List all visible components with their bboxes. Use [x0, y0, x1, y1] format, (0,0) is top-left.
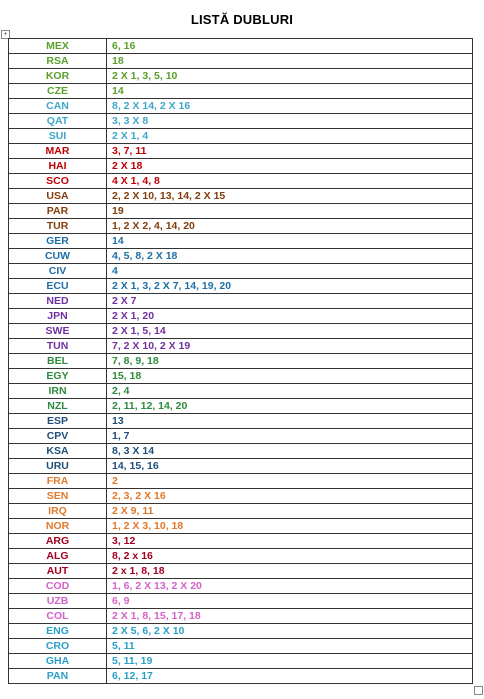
table-row — [9, 144, 473, 159]
table-move-handle-icon[interactable]: + — [1, 30, 10, 39]
table-row — [9, 234, 473, 249]
table-row — [9, 519, 473, 534]
table-row — [9, 579, 473, 594]
duplicates-cell[interactable]: 2, 11, 12, 14, 20 — [107, 399, 473, 414]
duplicates-cell[interactable]: 3, 3 X 8 — [107, 114, 473, 129]
team-code-cell[interactable]: CUW — [9, 249, 107, 264]
duplicates-cell[interactable]: 2 X 1, 4 — [107, 129, 473, 144]
duplicates-cell[interactable]: 5, 11, 19 — [107, 654, 473, 669]
table-row — [9, 84, 473, 99]
team-code-cell[interactable]: ECU — [9, 279, 107, 294]
table-row — [9, 54, 473, 69]
team-code-cell[interactable]: CZE — [9, 84, 107, 99]
table-row — [9, 489, 473, 504]
team-code-cell[interactable]: SWE — [9, 324, 107, 339]
duplicates-cell[interactable]: 1, 6, 2 X 13, 2 X 20 — [107, 579, 473, 594]
duplicates-cell[interactable]: 6, 16 — [107, 39, 473, 54]
team-code-cell[interactable]: IRN — [9, 384, 107, 399]
team-code-cell[interactable]: SEN — [9, 489, 107, 504]
team-code-cell[interactable]: COL — [9, 609, 107, 624]
table-row — [9, 249, 473, 264]
team-code-cell[interactable]: ALG — [9, 549, 107, 564]
table-row — [9, 609, 473, 624]
table-row — [9, 444, 473, 459]
table-row — [9, 114, 473, 129]
table-row — [9, 279, 473, 294]
table-row — [9, 474, 473, 489]
team-code-cell[interactable]: GER — [9, 234, 107, 249]
team-code-cell[interactable]: RSA — [9, 54, 107, 69]
table-row — [9, 264, 473, 279]
table-row — [9, 159, 473, 174]
duplicates-cell[interactable]: 8, 2 X 14, 2 X 16 — [107, 99, 473, 114]
duplicates-cell[interactable]: 1, 2 X 3, 10, 18 — [107, 519, 473, 534]
table-row — [9, 309, 473, 324]
document-title: LISTĂ DUBLURI — [190, 12, 294, 27]
table-resize-handle-icon[interactable] — [474, 686, 483, 695]
table-row — [9, 129, 473, 144]
team-code-cell[interactable]: SUI — [9, 129, 107, 144]
team-code-cell[interactable]: UZB — [9, 594, 107, 609]
duplicates-cell[interactable]: 3, 7, 11 — [107, 144, 473, 159]
team-code-cell[interactable]: CIV — [9, 264, 107, 279]
table-row — [9, 564, 473, 579]
team-code-cell[interactable]: ENG — [9, 624, 107, 639]
table-row — [9, 324, 473, 339]
duplicates-cell[interactable]: 4, 5, 8, 2 X 18 — [107, 249, 473, 264]
duplicates-cell[interactable]: 14, 15, 16 — [107, 459, 473, 474]
table-row — [9, 174, 473, 189]
team-code-cell[interactable]: TUR — [9, 219, 107, 234]
table-row — [9, 99, 473, 114]
duplicates-table — [8, 38, 473, 684]
duplicates-cell[interactable]: 4 X 1, 4, 8 — [107, 174, 473, 189]
table-row — [9, 294, 473, 309]
duplicates-cell[interactable]: 5, 11 — [107, 639, 473, 654]
table-row — [9, 369, 473, 384]
duplicates-cell[interactable]: 6, 9 — [107, 594, 473, 609]
duplicates-cell[interactable]: 19 — [107, 204, 473, 219]
duplicates-cell[interactable]: 6, 12, 17 — [107, 669, 473, 684]
table-row — [9, 69, 473, 84]
table-row — [9, 549, 473, 564]
duplicates-cell[interactable]: 2, 4 — [107, 384, 473, 399]
duplicates-cell[interactable]: 13 — [107, 414, 473, 429]
duplicates-cell[interactable]: 2 X 1, 8, 15, 17, 18 — [107, 609, 473, 624]
duplicates-cell[interactable]: 7, 8, 9, 18 — [107, 354, 473, 369]
table-row — [9, 219, 473, 234]
table-row — [9, 459, 473, 474]
team-code-cell[interactable]: COD — [9, 579, 107, 594]
team-code-cell[interactable]: PAN — [9, 669, 107, 684]
table-row — [9, 204, 473, 219]
team-code-cell[interactable]: FRA — [9, 474, 107, 489]
team-code-cell[interactable]: QAT — [9, 114, 107, 129]
team-code-cell[interactable]: HAI — [9, 159, 107, 174]
duplicates-cell[interactable]: 2 X 1, 20 — [107, 309, 473, 324]
team-code-cell[interactable]: CRO — [9, 639, 107, 654]
duplicates-cell[interactable]: 1, 7 — [107, 429, 473, 444]
duplicates-cell[interactable]: 3, 12 — [107, 534, 473, 549]
team-code-cell[interactable]: ESP — [9, 414, 107, 429]
table-row — [9, 429, 473, 444]
team-code-cell[interactable]: CAN — [9, 99, 107, 114]
table-row — [9, 399, 473, 414]
duplicates-cell[interactable]: 4 — [107, 264, 473, 279]
team-code-cell[interactable]: EGY — [9, 369, 107, 384]
duplicates-cell[interactable]: 8, 3 X 14 — [107, 444, 473, 459]
table-row — [9, 534, 473, 549]
duplicates-cell[interactable]: 1, 2 X 2, 4, 14, 20 — [107, 219, 473, 234]
table-row — [9, 384, 473, 399]
team-code-cell[interactable]: AUT — [9, 564, 107, 579]
duplicates-cell[interactable]: 2 X 1, 3, 2 X 7, 14, 19, 20 — [107, 279, 473, 294]
table-row — [9, 414, 473, 429]
team-code-cell[interactable]: SCO — [9, 174, 107, 189]
team-code-cell[interactable]: JPN — [9, 309, 107, 324]
duplicates-cell[interactable]: 14 — [107, 84, 473, 99]
team-code-cell[interactable]: NOR — [9, 519, 107, 534]
team-code-cell[interactable]: NZL — [9, 399, 107, 414]
duplicates-cell[interactable]: 8, 2 x 16 — [107, 549, 473, 564]
duplicates-cell[interactable]: 2 X 5, 6, 2 X 10 — [107, 624, 473, 639]
duplicates-cell[interactable]: 2 X 1, 3, 5, 10 — [107, 69, 473, 84]
duplicates-cell[interactable]: 2, 2 X 10, 13, 14, 2 X 15 — [107, 189, 473, 204]
team-code-cell[interactable]: USA — [9, 189, 107, 204]
duplicates-cell[interactable]: 2, 3, 2 X 16 — [107, 489, 473, 504]
duplicates-cell[interactable]: 2 X 7 — [107, 294, 473, 309]
duplicates-cell[interactable]: 14 — [107, 234, 473, 249]
team-code-cell[interactable]: BEL — [9, 354, 107, 369]
table-row — [9, 189, 473, 204]
team-code-cell[interactable]: NED — [9, 294, 107, 309]
team-code-cell[interactable]: MEX — [9, 39, 107, 54]
duplicates-cell[interactable]: 18 — [107, 54, 473, 69]
team-code-cell[interactable]: GHA — [9, 654, 107, 669]
team-code-cell[interactable]: PAR — [9, 204, 107, 219]
team-code-cell[interactable]: KSA — [9, 444, 107, 459]
team-code-cell[interactable]: IRQ — [9, 504, 107, 519]
duplicates-cell[interactable]: 7, 2 X 10, 2 X 19 — [107, 339, 473, 354]
team-code-cell[interactable]: URU — [9, 459, 107, 474]
table-row — [9, 504, 473, 519]
table-row — [9, 594, 473, 609]
team-code-cell[interactable]: TUN — [9, 339, 107, 354]
duplicates-cell[interactable]: 15, 18 — [107, 369, 473, 384]
table-row — [9, 39, 473, 54]
table-row — [9, 669, 473, 684]
team-code-cell[interactable]: ARG — [9, 534, 107, 549]
table-row — [9, 354, 473, 369]
duplicates-cell[interactable]: 2 X 1, 5, 14 — [107, 324, 473, 339]
duplicates-cell[interactable]: 2 — [107, 474, 473, 489]
table-row — [9, 624, 473, 639]
table-row — [9, 339, 473, 354]
duplicates-cell[interactable]: 2 X 18 — [107, 159, 473, 174]
team-code-cell[interactable]: KOR — [9, 69, 107, 84]
duplicates-cell[interactable]: 2 X 9, 11 — [107, 504, 473, 519]
table-row — [9, 639, 473, 654]
team-code-cell[interactable]: CPV — [9, 429, 107, 444]
table-row — [9, 654, 473, 669]
team-code-cell[interactable]: MAR — [9, 144, 107, 159]
duplicates-cell[interactable]: 2 x 1, 8, 18 — [107, 564, 473, 579]
